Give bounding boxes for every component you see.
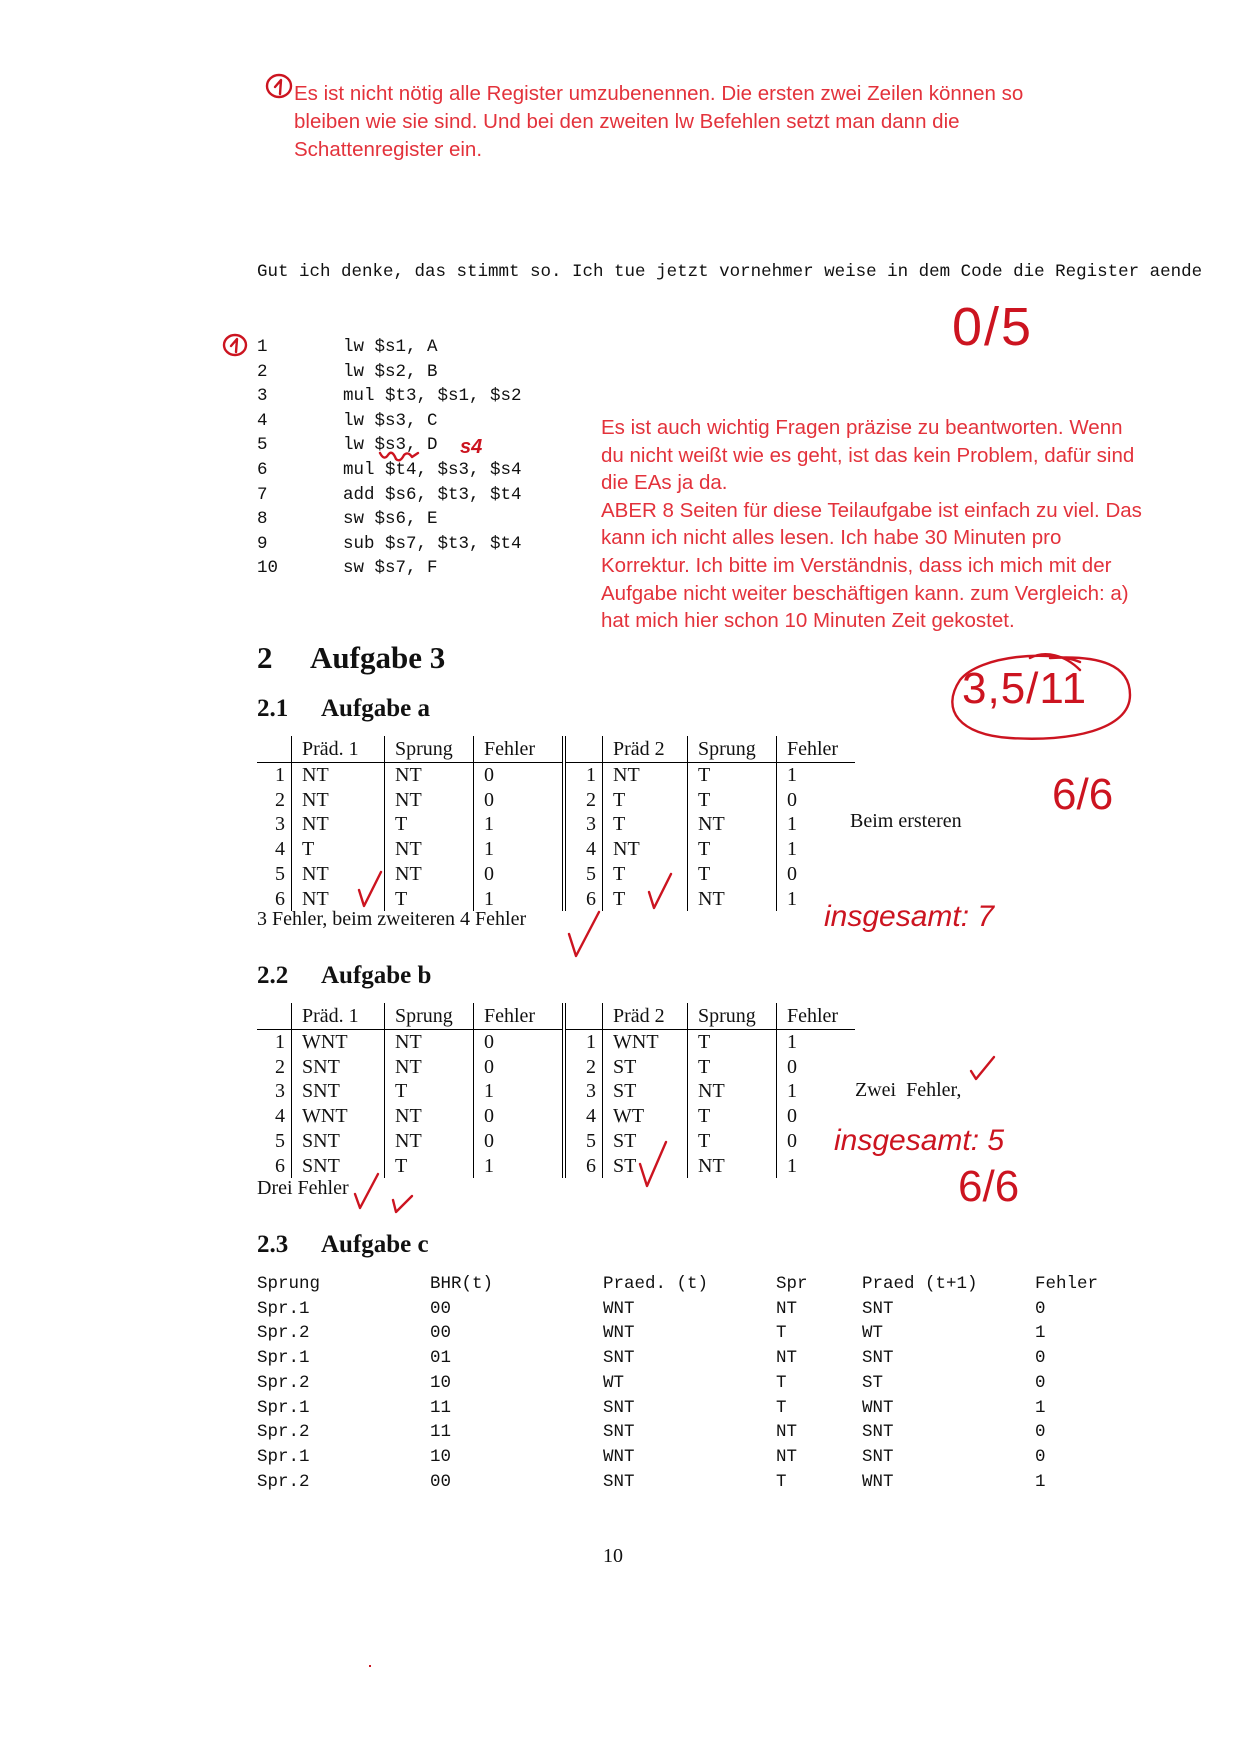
checkmark-icon <box>355 870 385 910</box>
table-header-row: Präd. 1 Sprung Fehler Präd 2 Sprung Fehler <box>257 1003 855 1030</box>
table-row: Spr.2 00 SNT T WNT 1 <box>257 1471 1046 1492</box>
circled-1-marker-icon <box>265 72 295 102</box>
table-row: 2 NT NT 0 2 T T 0 <box>257 788 855 813</box>
footer-text-b: Drei Fehler <box>257 1177 349 1199</box>
note-line: ABER 8 Seiten für diese Teilaufgabe ist einfach zu viel. Das <box>601 498 1142 522</box>
side-text-a: Beim ersteren <box>850 810 962 832</box>
table-row: 5 NT NT 0 5 T T 0 <box>257 862 855 887</box>
note-line: hat mich hier schon 10 Minuten Zeit gekostet. <box>601 609 1015 633</box>
score-a: 6/6 <box>1052 770 1114 819</box>
intro-line: Gut ich denke, das stimmt so. Ich tue jetzt vornehmer weise in dem Code die Register aende <box>257 262 1203 282</box>
note-line: du nicht weißt wie es geht, ist das kein Problem, dafür sind <box>601 443 1135 467</box>
table-header-row: Sprung BHR(t) Praed. (t) Spr Praed (t+1) Fehler <box>257 1274 1099 1294</box>
table-row: 3 NT T 1 3 T NT 1 <box>257 812 855 837</box>
section-heading: 2 Aufgabe 3 <box>257 640 446 675</box>
note-line: Es ist auch wichtig Fragen präzise zu beantworten. Wenn <box>601 416 1123 439</box>
table-row: 3 SNT T 1 3 ST NT 1 <box>257 1079 855 1104</box>
circled-1-code-marker-icon <box>222 332 252 360</box>
checkmark-icon <box>390 1192 416 1216</box>
score-b: 6/6 <box>958 1162 1020 1211</box>
table-row: Spr.1 11 SNT T WNT 1 <box>257 1397 1046 1418</box>
score-total: 3,5/11 <box>962 664 1088 713</box>
table-row: Spr.1 00 WNT NT SNT 0 <box>257 1298 1046 1319</box>
stray-dot <box>369 1665 371 1667</box>
checkmark-icon <box>636 1140 670 1190</box>
note-line: bleiben wie sie sind. Und bei den zweiten lw Befehlen setzt man dann die <box>294 110 960 133</box>
reviewer-note-1 <box>294 80 1023 164</box>
table-row: 1 WNT NT 0 1 WNT T 1 <box>257 1030 855 1055</box>
note-line: Schattenregister ein. <box>294 138 483 161</box>
table-row: Spr.2 11 SNT NT SNT 0 <box>257 1422 1046 1443</box>
score-part1: 0/5 <box>952 297 1034 357</box>
code-correction: s4 <box>460 436 483 458</box>
table-row: 4 T NT 1 4 NT T 1 <box>257 837 855 862</box>
footer-text-a: 3 Fehler, beim zweiteren 4 Fehler <box>257 908 527 930</box>
subsection-b-heading: 2.2 Aufgabe b <box>257 962 432 989</box>
table-row: 6 NT T 1 6 T NT 1 <box>257 887 855 912</box>
checkmark-icon <box>645 872 675 912</box>
squiggle-underline-icon <box>378 449 423 465</box>
side-text-b: Zwei Fehler, <box>855 1079 962 1101</box>
predictor-table-b <box>257 1003 855 1178</box>
table-header-row: Präd. 1 Sprung Fehler Präd 2 Sprung Fehler <box>257 736 855 763</box>
predictor-table-a <box>257 736 855 911</box>
subsection-c-heading: 2.3 Aufgabe c <box>257 1231 429 1258</box>
checkmark-icon <box>968 1055 998 1085</box>
table-row: Spr.1 01 SNT NT SNT 0 <box>257 1348 1046 1369</box>
bhr-table-c <box>257 1272 1115 1494</box>
table-row: 4 WNT NT 0 4 WT T 0 <box>257 1104 855 1129</box>
note-line: Korrektur. Ich bitte im Verständnis, dass ich mich mit der <box>601 553 1112 577</box>
checkmark-icon <box>565 910 605 960</box>
table-row: 2 SNT NT 0 2 ST T 0 <box>257 1055 855 1080</box>
note-line: kann ich nicht alles lesen. Ich habe 30 Minuten pro <box>601 526 1062 550</box>
note-line: Es ist nicht nötig alle Register umzubenennen. Die ersten zwei Zeilen können so <box>294 82 1024 105</box>
total-b: insgesamt: 5 <box>834 1124 1005 1157</box>
code-listing: 1 lw $s1, A 2 lw $s2, B 3 mul $t3, $s1, $s2 4 lw $s3, C 5 lw $s3, D 6 mul $t4, $s3, $s4 7 add $s6, $t3, $t4 8 sw $s6, E 9 sub $s7, $t3, $t4 10 sw $s7, F <box>257 337 522 579</box>
table-row: Spr.2 00 WNT T WT 1 <box>257 1323 1046 1344</box>
table-row: 1 NT NT 0 1 NT T 1 <box>257 763 855 788</box>
table-row: 6 SNT T 1 6 ST NT 1 <box>257 1154 855 1179</box>
table-row: Spr.2 10 WT T ST 0 <box>257 1372 1046 1393</box>
note-line: Aufgabe nicht weiter beschäftigen kann. zum Vergleich: a) <box>601 581 1129 605</box>
subsection-a-heading: 2.1 Aufgabe a <box>257 695 431 722</box>
table-row: Spr.1 10 WNT NT SNT 0 <box>257 1446 1046 1467</box>
table-row: 5 SNT NT 0 5 ST T 0 <box>257 1129 855 1154</box>
reviewer-note-2 <box>601 414 1142 635</box>
checkmark-icon <box>352 1172 382 1212</box>
page-number: 10 <box>603 1545 623 1567</box>
total-a: insgesamt: 7 <box>824 900 995 933</box>
note-line: die EAs ja da. <box>601 471 728 495</box>
